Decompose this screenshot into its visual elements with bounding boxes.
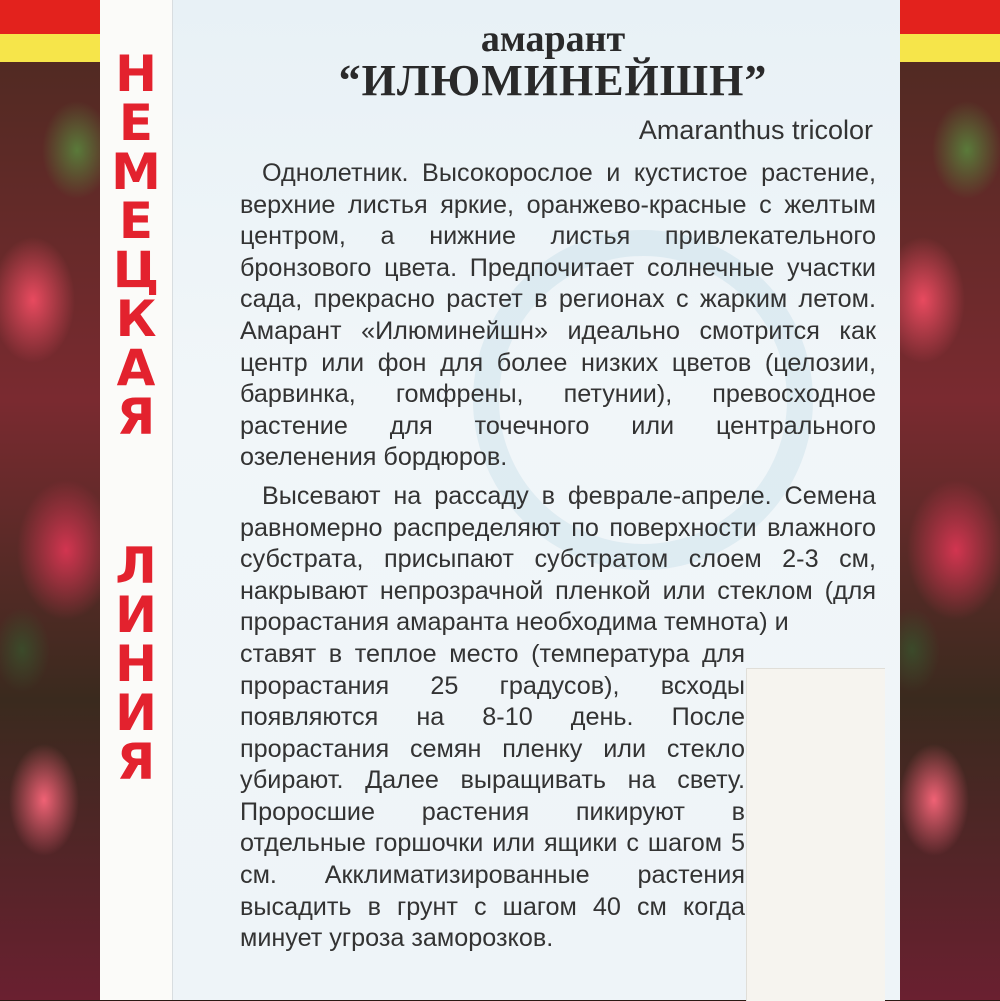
crop-name: амарант [480, 18, 626, 60]
brand-letter: Я [116, 388, 156, 446]
brand-word-2 [100, 537, 172, 791]
background-photo-right [890, 0, 1000, 1000]
brand-letter: И [115, 684, 157, 742]
brand-letter: М [111, 143, 161, 201]
brand-letter: Ц [112, 241, 160, 299]
background-photo-left [0, 0, 110, 1000]
sowing-paragraph-continued: ставят в теплое место (температура для прорастания 25 градусов), всходы появляются на 8-10 день. После прорастания семян пленку или стекло убирают. Далее выращивать на свету. Проросшие растения пикируют в отдельные горшочки или ящики с шагом 5 см. Акклиматизированные растения высадить в грунт с шагом 40 см когда минует угроза заморозков. [240, 639, 745, 953]
brand-band [100, 0, 173, 1000]
description-paragraph: Однолетник. Высокорослое и кустистое растение, верхние листья яркие, оранжево-красные с желтым центром, а нижние листья привлекательного бронзового цвета. Предпочитает солнечные участки сада, прекрасно растет в регионах с жарким летом. Амарант «Илюминейшн» идеально смотрится как центр или фон для более низких цветов (целозии, барвинка, гомфрены, петунии), превосходное растение для точечного или центрального озеленения бордюров. [240, 159, 876, 472]
brand-letter: Л [115, 537, 157, 595]
brand-word-1 [100, 45, 172, 446]
variety-name: “ИЛЮМИНЕЙШН” [338, 56, 768, 105]
blank-label-area [746, 668, 885, 1001]
brand-letter: К [115, 290, 157, 348]
brand-letter: Е [118, 192, 154, 250]
latin-name: Amaranthus tricolor [638, 115, 873, 145]
brand-letter: Е [118, 94, 154, 152]
brand-letter: А [116, 339, 156, 397]
brand-letter: Н [115, 45, 157, 103]
brand-letter: Я [116, 733, 156, 791]
sowing-paragraph: Высевают на рассаду в феврале-апреле. Семена равномерно распределяют по поверхности влажного субстрата, присыпают субстратом слоем 2-3 см, накрывают непрозрачной пленкой или стеклом (для прорастания амаранта необходима темнота) и [240, 481, 876, 637]
color-stripe-left [0, 0, 110, 62]
brand-letter: Н [115, 635, 157, 693]
brand-letter: И [115, 586, 157, 644]
